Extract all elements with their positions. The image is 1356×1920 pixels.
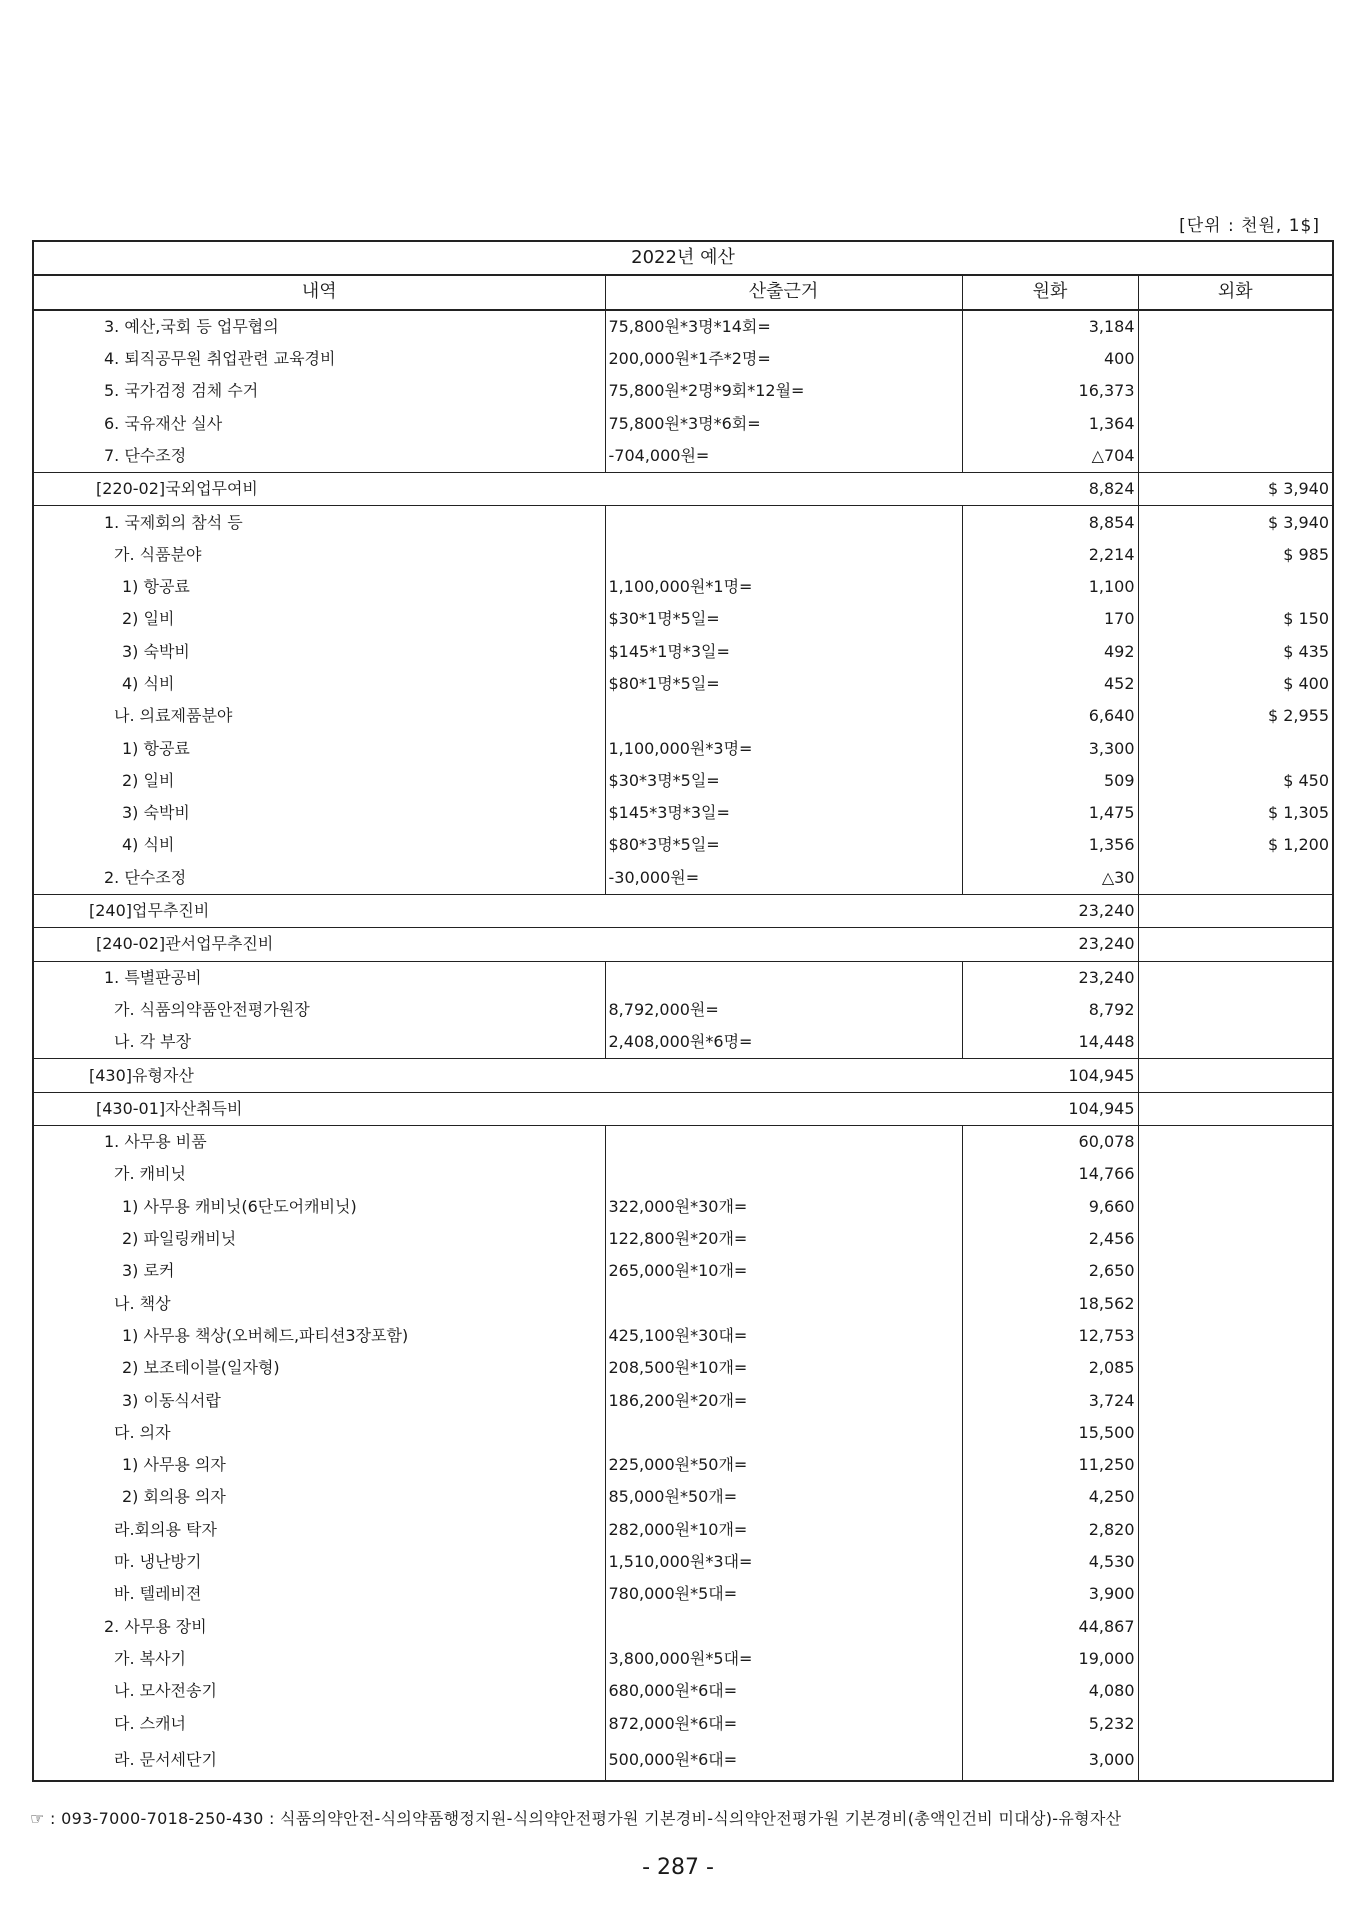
row-won: 509 bbox=[962, 765, 1138, 797]
row-item: 1) 사무용 책상(오버헤드,파티션3장포함) bbox=[33, 1320, 605, 1352]
row-won: 2,085 bbox=[962, 1352, 1138, 1384]
row-fx bbox=[1138, 1352, 1333, 1384]
row-won: 5,232 bbox=[962, 1707, 1138, 1739]
row-won: 2,820 bbox=[962, 1514, 1138, 1546]
row-won: 2,456 bbox=[962, 1223, 1138, 1255]
row-fx: $ 150 bbox=[1283, 609, 1330, 629]
unit-note: [단위 : 천원, 1$] bbox=[1179, 216, 1320, 236]
row-won: 1,364 bbox=[962, 407, 1138, 439]
table-row bbox=[33, 732, 1333, 764]
row-fx bbox=[1138, 1191, 1333, 1223]
row-won: 492 bbox=[962, 636, 1138, 668]
row-item: 가. 캐비닛 bbox=[33, 1158, 605, 1190]
row-item: 나. 의료제품분야 bbox=[33, 700, 605, 732]
row-won: 44,867 bbox=[962, 1610, 1138, 1642]
row-fx bbox=[1138, 310, 1333, 343]
row-basis bbox=[605, 539, 962, 571]
row-basis bbox=[605, 1126, 962, 1159]
row-won: 60,078 bbox=[962, 1126, 1138, 1159]
table-row bbox=[33, 343, 1333, 375]
row-item: 다. 의자 bbox=[33, 1417, 605, 1449]
table-row bbox=[33, 1546, 1333, 1578]
table-title: 2022년 예산 bbox=[33, 241, 1333, 275]
row-item: 나. 각 부장 bbox=[33, 1026, 605, 1059]
row-basis: $30*1명*5일= bbox=[605, 603, 962, 635]
row-won: 6,640 bbox=[962, 700, 1138, 732]
row-item: 라.회의용 탁자 bbox=[33, 1514, 605, 1546]
table-row bbox=[33, 603, 1333, 635]
row-fx bbox=[1138, 1707, 1333, 1739]
row-basis: 282,000원*10개= bbox=[605, 1514, 962, 1546]
row-item: 1) 항공료 bbox=[33, 571, 605, 603]
row-won: 8,792 bbox=[962, 994, 1138, 1026]
column-header-won: 원화 bbox=[962, 275, 1138, 309]
row-fx: $ 1,200 bbox=[1267, 835, 1330, 855]
row-item: [430]유형자산 bbox=[33, 1059, 962, 1092]
row-fx bbox=[1138, 862, 1333, 895]
row-basis: 322,000원*30개= bbox=[605, 1191, 962, 1223]
row-item: 6. 국유재산 실사 bbox=[33, 407, 605, 439]
row-basis: 680,000원*6대= bbox=[605, 1675, 962, 1707]
table-row bbox=[33, 1059, 1333, 1092]
row-item: 가. 복사기 bbox=[33, 1643, 605, 1675]
row-item: 1. 국제회의 참석 등 bbox=[33, 506, 605, 539]
row-won: △704 bbox=[962, 440, 1138, 473]
row-basis: 500,000원*6대= bbox=[605, 1740, 962, 1781]
row-fx bbox=[1138, 1223, 1333, 1255]
row-fx bbox=[1138, 440, 1333, 473]
row-won: 1,475 bbox=[962, 797, 1138, 829]
row-basis: $80*1명*5일= bbox=[605, 668, 962, 700]
table-row bbox=[33, 765, 1333, 797]
row-won: 170 bbox=[962, 603, 1138, 635]
row-basis: 265,000원*10개= bbox=[605, 1255, 962, 1287]
table-row bbox=[33, 1707, 1333, 1739]
row-item: 마. 냉난방기 bbox=[33, 1546, 605, 1578]
table-row bbox=[33, 1514, 1333, 1546]
row-fx bbox=[1138, 1417, 1333, 1449]
table-row bbox=[33, 1578, 1333, 1610]
row-won: 23,240 bbox=[962, 894, 1138, 927]
row-won: 3,300 bbox=[962, 732, 1138, 764]
row-fx bbox=[1138, 1740, 1333, 1781]
row-basis: 200,000원*1주*2명= bbox=[605, 343, 962, 375]
row-item: 3) 숙박비 bbox=[33, 797, 605, 829]
row-won: 3,000 bbox=[962, 1740, 1138, 1781]
row-item: 3) 로커 bbox=[33, 1255, 605, 1287]
row-item: [240]업무추진비 bbox=[33, 894, 962, 927]
row-item: 4) 식비 bbox=[33, 829, 605, 861]
table-row bbox=[33, 1384, 1333, 1416]
row-item: 다. 스캐너 bbox=[33, 1707, 605, 1739]
row-fx bbox=[1138, 1546, 1333, 1578]
row-fx bbox=[1138, 407, 1333, 439]
table-row bbox=[33, 1026, 1333, 1059]
row-basis bbox=[605, 700, 962, 732]
table-row bbox=[33, 928, 1333, 961]
row-won: 8,854 bbox=[962, 506, 1138, 539]
row-fx: $ 450 bbox=[1283, 770, 1330, 790]
table-row bbox=[33, 1740, 1333, 1781]
row-fx bbox=[1138, 1675, 1333, 1707]
table-row bbox=[33, 1643, 1333, 1675]
row-basis: 1,510,000원*3대= bbox=[605, 1546, 962, 1578]
row-fx bbox=[1138, 343, 1333, 375]
row-item: 4. 퇴직공무원 취업관련 교육경비 bbox=[33, 343, 605, 375]
table-row bbox=[33, 571, 1333, 603]
row-basis: 225,000원*50개= bbox=[605, 1449, 962, 1481]
table-row bbox=[33, 1223, 1333, 1255]
row-item: 2. 단수조정 bbox=[33, 862, 605, 895]
row-won: 1,356 bbox=[962, 829, 1138, 861]
row-basis: 3,800,000원*5대= bbox=[605, 1643, 962, 1675]
row-item: 1) 항공료 bbox=[33, 732, 605, 764]
column-header-basis: 산출근거 bbox=[605, 275, 962, 309]
row-fx bbox=[1138, 894, 1333, 927]
table-row bbox=[33, 1255, 1333, 1287]
row-won: 14,766 bbox=[962, 1158, 1138, 1190]
row-fx: $ 435 bbox=[1283, 641, 1330, 661]
row-basis: 872,000원*6대= bbox=[605, 1707, 962, 1739]
row-basis: 425,100원*30대= bbox=[605, 1320, 962, 1352]
row-item: 가. 식품분야 bbox=[33, 539, 605, 571]
table-row bbox=[33, 700, 1333, 732]
row-won: 400 bbox=[962, 343, 1138, 375]
row-fx bbox=[1138, 1126, 1333, 1159]
row-basis: -704,000원= bbox=[605, 440, 962, 473]
table-row bbox=[33, 1675, 1333, 1707]
row-item: 나. 모사전송기 bbox=[33, 1675, 605, 1707]
row-won: 8,824 bbox=[962, 473, 1138, 506]
table-row bbox=[33, 829, 1333, 861]
row-basis: 780,000원*5대= bbox=[605, 1578, 962, 1610]
row-item: 4) 식비 bbox=[33, 668, 605, 700]
row-item: 3) 이동식서랍 bbox=[33, 1384, 605, 1416]
row-won: 19,000 bbox=[962, 1643, 1138, 1675]
row-item: 1) 사무용 의자 bbox=[33, 1449, 605, 1481]
row-won: 18,562 bbox=[962, 1288, 1138, 1320]
table-row bbox=[33, 961, 1333, 994]
row-won: 14,448 bbox=[962, 1026, 1138, 1059]
row-item: [430-01]자산취득비 bbox=[33, 1092, 962, 1125]
row-item: 3. 예산,국회 등 업무협의 bbox=[33, 310, 605, 343]
table-row bbox=[33, 994, 1333, 1026]
row-won: 2,650 bbox=[962, 1255, 1138, 1287]
row-won: 452 bbox=[962, 668, 1138, 700]
row-fx bbox=[1138, 1514, 1333, 1546]
table-row bbox=[33, 310, 1333, 343]
row-item: [240-02]관서업무추진비 bbox=[33, 928, 962, 961]
row-item: 2) 회의용 의자 bbox=[33, 1481, 605, 1513]
budget-table bbox=[32, 240, 1334, 1782]
row-basis: -30,000원= bbox=[605, 862, 962, 895]
row-fx bbox=[1138, 1092, 1333, 1125]
row-won: 4,530 bbox=[962, 1546, 1138, 1578]
row-item: 바. 텔레비젼 bbox=[33, 1578, 605, 1610]
row-fx bbox=[1138, 1643, 1333, 1675]
row-fx bbox=[1138, 1578, 1333, 1610]
row-basis bbox=[605, 1158, 962, 1190]
row-basis: 75,800원*3명*6회= bbox=[605, 407, 962, 439]
row-item: 2. 사무용 장비 bbox=[33, 1610, 605, 1642]
table-row bbox=[33, 1320, 1333, 1352]
row-won: △30 bbox=[962, 862, 1138, 895]
row-won: 104,945 bbox=[962, 1059, 1138, 1092]
row-item: 가. 식품의약품안전평가원장 bbox=[33, 994, 605, 1026]
row-fx bbox=[1138, 1320, 1333, 1352]
page-number: - 287 - bbox=[642, 1855, 714, 1880]
row-fx bbox=[1138, 1610, 1333, 1642]
row-won: 23,240 bbox=[962, 928, 1138, 961]
footnote: ☞ : 093-7000-7018-250-430 : 식품의약안전-식의약품행정지원-식의약안전평가원 기본경비-식의약안전평가원 기본경비(총액인건비 미대상)-유형자산 bbox=[30, 1809, 1122, 1828]
row-basis: 1,100,000원*1명= bbox=[605, 571, 962, 603]
row-fx bbox=[1138, 928, 1333, 961]
row-won: 2,214 bbox=[962, 539, 1138, 571]
row-item: 3) 숙박비 bbox=[33, 636, 605, 668]
row-won: 4,250 bbox=[962, 1481, 1138, 1513]
row-fx: $ 400 bbox=[1283, 674, 1330, 693]
table-row bbox=[33, 1126, 1333, 1159]
table-row bbox=[33, 1417, 1333, 1449]
row-won: 15,500 bbox=[962, 1417, 1138, 1449]
row-won: 1,100 bbox=[962, 571, 1138, 603]
row-basis: 186,200원*20개= bbox=[605, 1384, 962, 1416]
column-header-item: 내역 bbox=[33, 275, 605, 309]
row-basis bbox=[605, 961, 962, 994]
row-basis bbox=[605, 1417, 962, 1449]
row-won: 3,724 bbox=[962, 1384, 1138, 1416]
table-row bbox=[33, 407, 1333, 439]
row-won: 3,184 bbox=[962, 310, 1138, 343]
row-fx: $ 3,940 bbox=[1138, 506, 1333, 539]
column-header-fx: 외화 bbox=[1138, 275, 1333, 309]
table-row bbox=[33, 1158, 1333, 1190]
row-basis: 75,800원*2명*9회*12월= bbox=[605, 375, 962, 407]
row-basis: $30*3명*5일= bbox=[605, 765, 962, 797]
table-row bbox=[33, 1288, 1333, 1320]
row-won: 23,240 bbox=[962, 961, 1138, 994]
row-item: 7. 단수조정 bbox=[33, 440, 605, 473]
row-won: 11,250 bbox=[962, 1449, 1138, 1481]
row-item: 2) 일비 bbox=[33, 603, 605, 635]
row-fx bbox=[1138, 1449, 1333, 1481]
table-row bbox=[33, 1352, 1333, 1384]
row-item: 2) 보조테이블(일자형) bbox=[33, 1352, 605, 1384]
row-fx bbox=[1138, 732, 1333, 764]
table-row bbox=[33, 862, 1333, 895]
row-basis: $80*3명*5일= bbox=[605, 829, 962, 861]
row-fx bbox=[1138, 1158, 1333, 1190]
row-basis: 1,100,000원*3명= bbox=[605, 732, 962, 764]
row-item: 2) 파일링캐비닛 bbox=[33, 1223, 605, 1255]
row-fx: $ 3,940 bbox=[1138, 473, 1333, 506]
row-basis: 122,800원*20개= bbox=[605, 1223, 962, 1255]
row-item: [220-02]국외업무여비 bbox=[33, 473, 962, 506]
row-item: 1) 사무용 캐비닛(6단도어캐비닛) bbox=[33, 1191, 605, 1223]
row-fx bbox=[1138, 961, 1333, 994]
table-row bbox=[33, 636, 1333, 668]
row-basis bbox=[605, 1610, 962, 1642]
row-fx: $ 2,955 bbox=[1267, 706, 1330, 726]
row-fx bbox=[1138, 1059, 1333, 1092]
table-row bbox=[33, 797, 1333, 829]
row-basis: 2,408,000원*6명= bbox=[605, 1026, 962, 1059]
row-basis: 8,792,000원= bbox=[605, 994, 962, 1026]
row-fx bbox=[1138, 1481, 1333, 1513]
row-fx: $ 1,305 bbox=[1267, 803, 1330, 823]
row-won: 16,373 bbox=[962, 375, 1138, 407]
table-row bbox=[33, 473, 1333, 506]
row-fx bbox=[1138, 1026, 1333, 1059]
table-row bbox=[33, 894, 1333, 927]
row-fx bbox=[1138, 375, 1333, 407]
row-fx bbox=[1138, 1255, 1333, 1287]
table-row bbox=[33, 1092, 1333, 1125]
row-basis: 208,500원*10개= bbox=[605, 1352, 962, 1384]
table-row bbox=[33, 1481, 1333, 1513]
row-won: 3,900 bbox=[962, 1578, 1138, 1610]
row-item: 1. 특별판공비 bbox=[33, 961, 605, 994]
row-basis: $145*1명*3일= bbox=[605, 636, 962, 668]
table-row bbox=[33, 1449, 1333, 1481]
row-fx bbox=[1138, 571, 1333, 603]
row-basis bbox=[605, 506, 962, 539]
row-item: 라. 문서세단기 bbox=[33, 1740, 605, 1781]
row-won: 104,945 bbox=[962, 1092, 1138, 1125]
row-item: 나. 책상 bbox=[33, 1288, 605, 1320]
row-won: 4,080 bbox=[962, 1675, 1138, 1707]
table-row bbox=[33, 668, 1333, 700]
row-basis: 75,800원*3명*14회= bbox=[605, 310, 962, 343]
row-fx bbox=[1138, 994, 1333, 1026]
table-row bbox=[33, 1191, 1333, 1223]
row-fx: $ 985 bbox=[1283, 544, 1330, 564]
row-won: 12,753 bbox=[962, 1320, 1138, 1352]
row-fx bbox=[1138, 1288, 1333, 1320]
row-item: 5. 국가검정 검체 수거 bbox=[33, 375, 605, 407]
row-basis: $145*3명*3일= bbox=[605, 797, 962, 829]
row-item: 1. 사무용 비품 bbox=[33, 1126, 605, 1159]
table-row bbox=[33, 375, 1333, 407]
row-basis bbox=[605, 1288, 962, 1320]
row-basis: 85,000원*50개= bbox=[605, 1481, 962, 1513]
table-row bbox=[33, 539, 1333, 571]
table-row bbox=[33, 440, 1333, 473]
row-won: 9,660 bbox=[962, 1191, 1138, 1223]
row-fx bbox=[1138, 1384, 1333, 1416]
table-row bbox=[33, 506, 1333, 539]
row-item: 2) 일비 bbox=[33, 765, 605, 797]
table-row bbox=[33, 1610, 1333, 1642]
